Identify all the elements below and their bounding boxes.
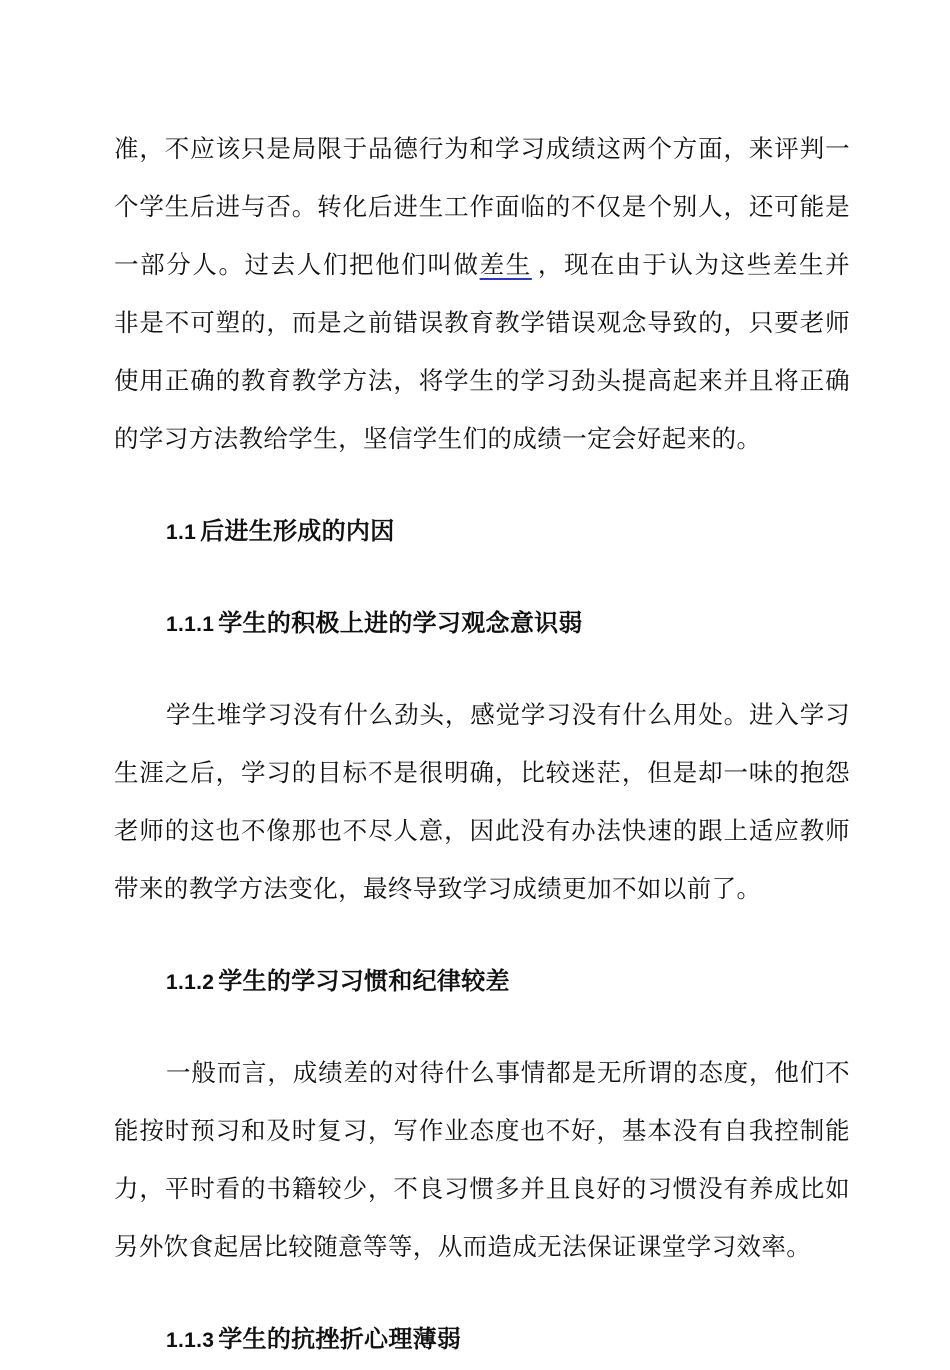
heading-text: 学生的抗挫折心理薄弱 bbox=[218, 1324, 462, 1353]
text-segment: ，现在由于认为这些差生并 bbox=[537, 250, 850, 279]
paragraph-continuation bbox=[114, 120, 850, 468]
heading-number: 1.1 bbox=[166, 521, 197, 544]
text-line: 一般而言，成绩差的对待什么事情都是无所谓的态度，他们不 bbox=[166, 1058, 850, 1087]
paragraph-study-habits bbox=[114, 1044, 850, 1276]
heading-text: 学生的学习习惯和纪律较差 bbox=[218, 966, 510, 995]
text-line: 非是不可塑的，而是之前错误教育教学错误观念导致的，只要老师 bbox=[114, 308, 850, 337]
heading-text: 后进生形成的内因 bbox=[200, 516, 395, 545]
document-body bbox=[114, 120, 850, 1368]
text-line: 的学习方法教给学生，坚信学生们的成绩一定会好起来的。 bbox=[114, 424, 762, 453]
section-heading-1-1-1 bbox=[114, 594, 850, 652]
text-line: 学生堆学习没有什么劲头，感觉学习没有什么用处。进入学习 bbox=[166, 700, 850, 729]
text-line: 使用正确的教育教学方法，将学生的学习劲头提高起来并且将正确 bbox=[114, 366, 850, 395]
text-segment: 一部分人。过去人们把他们叫做 bbox=[114, 250, 480, 279]
spacer bbox=[114, 652, 850, 686]
section-heading-1-1-2 bbox=[114, 952, 850, 1010]
heading-number: 1.1.2 bbox=[166, 971, 215, 994]
text-line: 另外饮食起居比较随意等等，从而造成无法保证课堂学习效率。 bbox=[114, 1232, 812, 1261]
text-line: 老师的这也不像那也不尽人意，因此没有办法快速的跟上适应教师 bbox=[114, 816, 850, 845]
section-heading-1-1-3 bbox=[114, 1310, 850, 1368]
heading-text: 学生的积极上进的学习观念意识弱 bbox=[218, 608, 583, 637]
text-line: 带来的教学方法变化，最终导致学习成绩更加不如以前了。 bbox=[114, 874, 762, 903]
spacer bbox=[114, 560, 850, 594]
section-heading-1-1 bbox=[114, 502, 850, 560]
spacer bbox=[114, 468, 850, 502]
text-line: 能按时预习和及时复习，写作业态度也不好，基本没有自我控制能 bbox=[114, 1116, 850, 1145]
heading-number: 1.1.1 bbox=[166, 613, 215, 636]
spacer bbox=[114, 1276, 850, 1310]
spacer bbox=[114, 1010, 850, 1044]
text-line: 个学生后进与否。转化后进生工作面临的不仅是个别人，还可能是 bbox=[114, 192, 850, 221]
hyperlink-chasheng[interactable]: 差生 bbox=[479, 250, 532, 279]
text-line: 准，不应该只是局限于品德行为和学习成绩这两个方面，来评判一 bbox=[114, 134, 850, 163]
text-line-with-link bbox=[114, 236, 850, 294]
text-line: 力，平时看的书籍较少，不良习惯多并且良好的习惯没有养成比如 bbox=[114, 1174, 850, 1203]
paragraph-learning-attitude bbox=[114, 686, 850, 918]
heading-number: 1.1.3 bbox=[166, 1329, 215, 1352]
text-line: 生涯之后，学习的目标不是很明确，比较迷茫，但是却一味的抱怨 bbox=[114, 758, 850, 787]
spacer bbox=[114, 918, 850, 952]
